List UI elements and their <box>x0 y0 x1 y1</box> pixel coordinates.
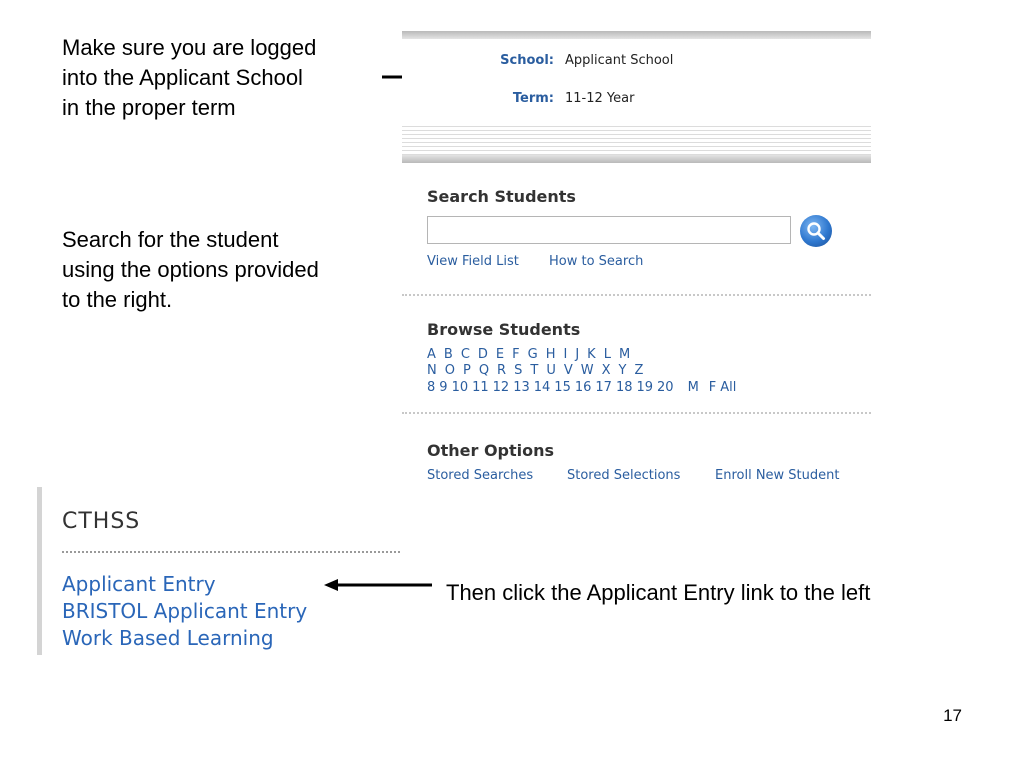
browse-link-grade-10[interactable]: 10 <box>451 380 469 395</box>
arrow-left-icon <box>322 576 434 594</box>
browse-letters-n-z <box>427 363 651 378</box>
stored-searches-link[interactable]: Stored Searches <box>427 468 534 483</box>
browse-link-q[interactable]: Q <box>478 363 490 378</box>
browse-link-w[interactable]: W <box>580 363 594 378</box>
how-to-search-link[interactable]: How to Search <box>549 254 644 269</box>
browse-link-grade-19[interactable]: 19 <box>636 380 654 395</box>
browse-link-grade-9[interactable]: 9 <box>439 380 448 395</box>
browse-link-g[interactable]: G <box>527 347 538 362</box>
browse-link-grade-18[interactable]: 18 <box>615 380 633 395</box>
browse-link-u[interactable]: U <box>546 363 556 378</box>
school-label: School: <box>500 53 554 68</box>
school-term-header <box>402 31 871 163</box>
browse-link-f[interactable]: F <box>512 347 520 362</box>
browse-link-l[interactable]: L <box>603 347 611 362</box>
browse-link-all[interactable]: All <box>720 380 737 395</box>
section-divider <box>402 412 871 414</box>
school-value[interactable]: Applicant School <box>565 53 674 68</box>
browse-link-y[interactable]: Y <box>618 363 627 378</box>
search-students-title: Search Students <box>427 187 576 206</box>
note-line: Search for the student <box>62 227 279 252</box>
browse-letters-a-m <box>427 347 638 362</box>
browse-link-p[interactable]: P <box>462 363 471 378</box>
slide-number: 17 <box>943 706 962 725</box>
browse-link-z[interactable]: Z <box>634 363 644 378</box>
browse-link-x[interactable]: X <box>601 363 611 378</box>
browse-link-grade-16[interactable]: 16 <box>574 380 592 395</box>
browse-link-n[interactable]: N <box>427 363 437 378</box>
browse-link-v[interactable]: V <box>563 363 573 378</box>
browse-link-grade-13[interactable]: 13 <box>513 380 530 395</box>
cthss-title: CTHSS <box>62 509 141 534</box>
stored-selections-link[interactable]: Stored Selections <box>567 468 681 483</box>
term-label: Term: <box>512 91 554 106</box>
browse-link-a[interactable]: A <box>427 347 436 362</box>
browse-link-grade-11[interactable]: 11 <box>472 380 489 395</box>
browse-link-t[interactable]: T <box>530 363 539 378</box>
term-value[interactable]: 11-12 Year <box>565 91 635 106</box>
browse-link-female[interactable]: F <box>708 380 717 395</box>
browse-link-grade-14[interactable]: 14 <box>533 380 551 395</box>
browse-link-d[interactable]: D <box>477 347 488 362</box>
note-click-instruction: Then click the Applicant Entry link to the left <box>446 580 871 605</box>
browse-grades-gender <box>427 380 736 395</box>
bristol-applicant-entry-link[interactable]: BRISTOL Applicant Entry <box>62 599 308 623</box>
browse-link-j[interactable]: J <box>575 347 580 362</box>
browse-link-e[interactable]: E <box>495 347 505 362</box>
browse-link-s[interactable]: S <box>514 363 523 378</box>
header-top-rule <box>402 31 871 39</box>
browse-link-o[interactable]: O <box>444 363 455 378</box>
other-options-title: Other Options <box>427 441 555 460</box>
browse-link-h[interactable]: H <box>545 347 556 362</box>
note-line: Make sure you are logged <box>62 35 317 60</box>
browse-link-c[interactable]: C <box>460 347 470 362</box>
browse-link-r[interactable]: R <box>497 363 507 378</box>
search-button[interactable] <box>800 215 832 247</box>
note-line: to the right. <box>62 287 173 312</box>
cthss-divider <box>62 551 400 553</box>
applicant-entry-link[interactable]: Applicant Entry <box>62 572 216 596</box>
work-based-learning-link[interactable]: Work Based Learning <box>62 626 274 650</box>
note-line: in the proper term <box>62 95 236 120</box>
note-line: using the options provided <box>62 257 319 282</box>
note-search-instruction <box>62 225 382 315</box>
header-bottom-rule <box>402 155 871 163</box>
enroll-new-student-link[interactable]: Enroll New Student <box>715 468 840 483</box>
view-field-list-link[interactable]: View Field List <box>427 254 519 269</box>
browse-link-grade-17[interactable]: 17 <box>595 380 612 395</box>
browse-students-title: Browse Students <box>427 320 581 339</box>
browse-link-b[interactable]: B <box>443 347 453 362</box>
search-input[interactable] <box>427 216 791 244</box>
browse-link-m[interactable]: M <box>618 347 631 362</box>
browse-link-i[interactable]: I <box>563 347 568 362</box>
note-line: into the Applicant School <box>62 65 303 90</box>
browse-link-male[interactable]: M <box>687 380 699 395</box>
section-divider <box>402 294 871 296</box>
cthss-panel-edge <box>37 487 42 655</box>
browse-link-grade-20[interactable]: 20 <box>657 380 674 395</box>
browse-link-k[interactable]: K <box>587 347 596 362</box>
note-login-instruction <box>62 33 372 123</box>
search-icon <box>806 221 826 241</box>
browse-link-grade-12[interactable]: 12 <box>492 380 510 395</box>
browse-link-grade-8[interactable]: 8 <box>427 380 436 395</box>
browse-link-grade-15[interactable]: 15 <box>554 380 571 395</box>
